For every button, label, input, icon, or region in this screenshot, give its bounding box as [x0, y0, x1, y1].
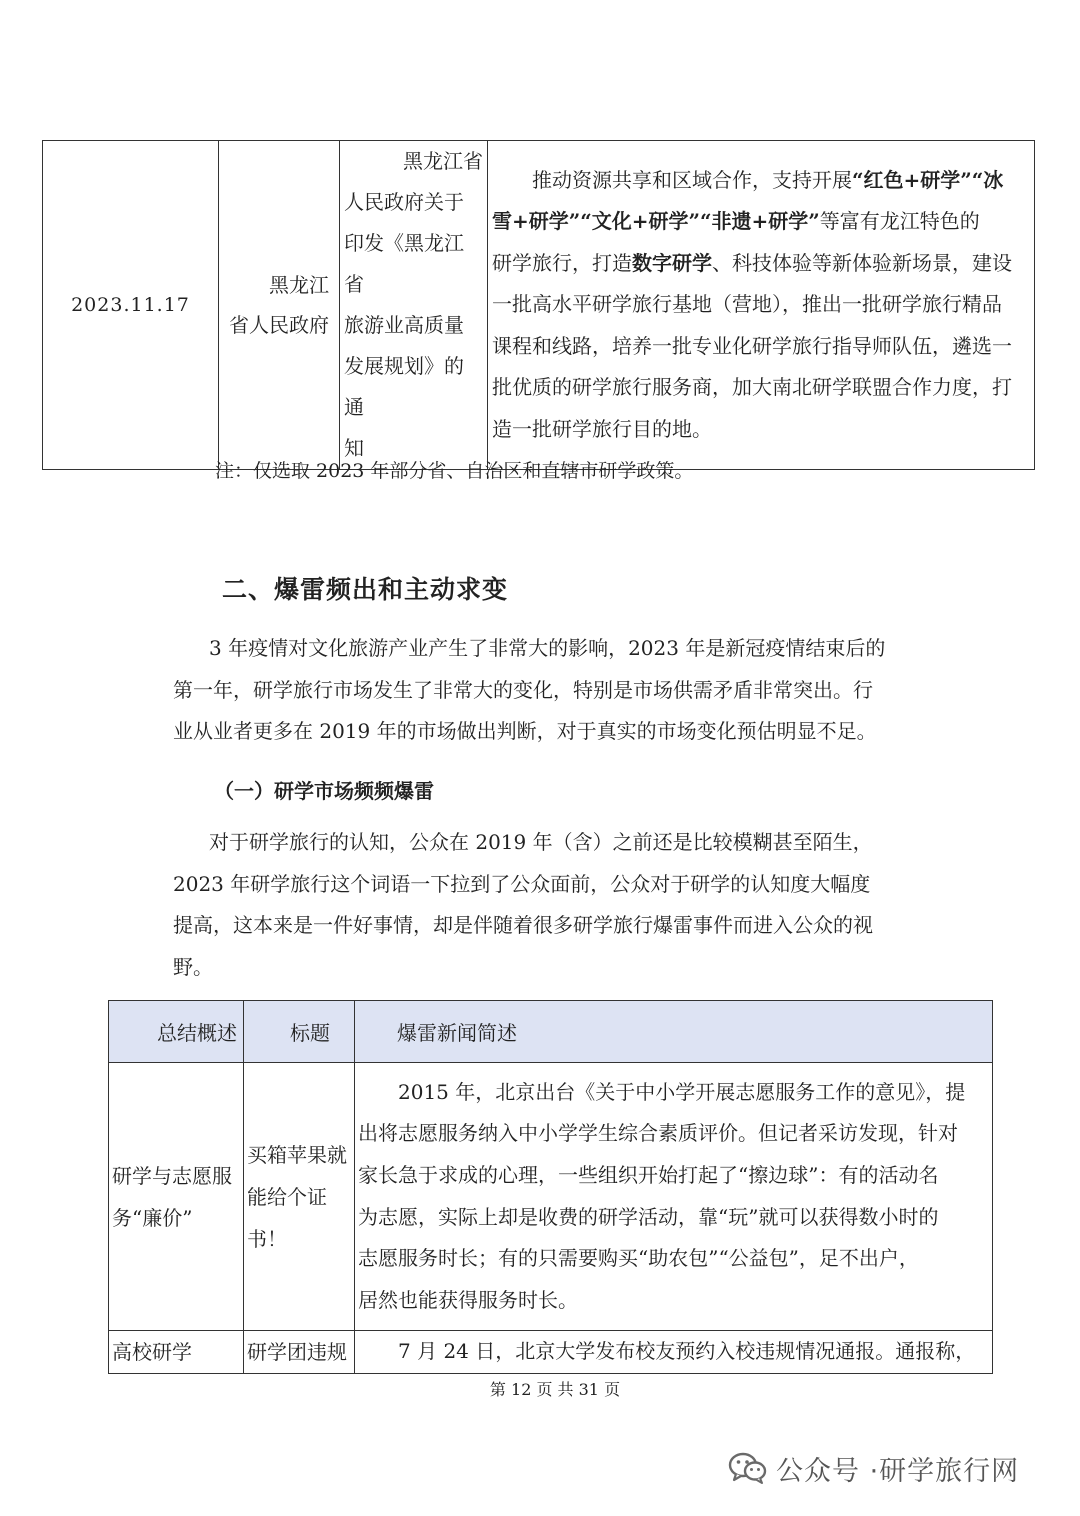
para-line: 野。 — [173, 954, 213, 979]
content-text: 等富有龙江特色的 — [819, 209, 980, 234]
table-note: 注：仅选取 2023 年部分省、自治区和直辖市研学政策。 — [215, 460, 694, 482]
content-line — [492, 160, 1030, 202]
watermark-prefix: 公众号 · — [776, 1455, 880, 1487]
row-summary — [109, 1331, 244, 1374]
subheading: （一）研学市场频频爆雷 — [214, 779, 434, 803]
doc-line: 知 — [344, 436, 364, 460]
news-table — [108, 1000, 993, 1374]
policy-date: 2023.11.17 — [43, 141, 219, 470]
summary-line: 务“廉价” — [112, 1205, 193, 1230]
policy-table — [42, 140, 1035, 470]
row-summary — [109, 1063, 244, 1331]
summary-line: 研学与志愿服 — [112, 1163, 232, 1188]
para-line: 提高，这本来是一件好事情，却是伴随着很多研学旅行爆雷事件而进入公众的视 — [173, 913, 873, 937]
desc-line: 志愿服务时长；有的只需要购买“助农包”“公益包”，足不出户， — [358, 1246, 919, 1271]
policy-row — [43, 141, 1035, 470]
para-line: 对于研学旅行的认知，公众在 2019 年（含）之前还是比较模糊甚至陌生， — [209, 830, 873, 854]
title-line: 买箱苹果就 — [247, 1142, 347, 1167]
content-bold: “红色+研学”“冰 — [852, 167, 1004, 192]
title-line: 研学团违规 — [247, 1340, 347, 1364]
desc-line: 7 月 24 日，北京大学发布校友预约入校违规情况通报。通报称， — [358, 1339, 976, 1364]
content-line — [492, 201, 1030, 243]
section-heading: 二、爆雷频出和主动求变 — [222, 575, 509, 604]
doc-line: 印发《黑龙江省 — [344, 231, 464, 296]
desc-line: 出将志愿服务纳入中小学学生综合素质评价。但记者采访发现，针对 — [358, 1121, 958, 1146]
header-title: 标题 — [244, 1001, 355, 1063]
content-line: 课程和线路，培养一批专业化研学旅行指导师队伍，遴选一 — [492, 333, 1012, 358]
content-text: 、科技体验等新体验新场景，建设 — [712, 250, 1012, 275]
row-title — [244, 1063, 355, 1331]
content-line: 一批高水平研学旅行基地（营地），推出一批研学旅行精品 — [492, 292, 1002, 317]
policy-organization — [219, 141, 340, 470]
watermark-account-name: 研学旅行网 — [879, 1455, 1020, 1487]
title-line: 书！ — [247, 1226, 287, 1251]
wechat-icon — [728, 1451, 768, 1485]
doc-line: 旅游业高质量 — [344, 313, 464, 337]
doc-line: 黑龙江省 — [403, 149, 483, 173]
doc-line: 人民政府关于 — [344, 190, 464, 214]
content-text: 研学旅行，打造 — [492, 250, 632, 275]
desc-line: 居然也能获得服务时长。 — [358, 1287, 578, 1312]
content-text: 推动资源共享和区域合作，支持开展 — [492, 167, 852, 192]
paragraph-1 — [173, 628, 913, 753]
content-line: 批优质的研学旅行服务商，加大南北研学联盟合作力度，打 — [492, 375, 1012, 400]
para-line: 3 年疫情对文化旅游产业产生了非常大的影响，2023 年是新冠疫情结束后的 — [209, 636, 886, 660]
news-row — [109, 1331, 993, 1374]
title-line: 能给个证 — [247, 1184, 327, 1209]
row-description — [355, 1331, 993, 1374]
paragraph-2 — [173, 822, 913, 988]
header-summary: 总结概述 — [109, 1001, 244, 1063]
org-line: 黑龙江 — [269, 273, 329, 297]
page-footer: 第 12 页 共 31 页 — [489, 1380, 621, 1399]
news-table-header — [109, 1001, 993, 1063]
summary-line: 高校研学 — [112, 1340, 192, 1364]
header-description: 爆雷新闻简述 — [355, 1001, 993, 1063]
watermark — [728, 1448, 1019, 1488]
content-bold: 数字研学 — [632, 250, 712, 275]
org-line: 省人民政府 — [229, 313, 329, 337]
policy-document-title — [340, 141, 488, 470]
row-description — [355, 1063, 993, 1331]
desc-line: 2015 年，北京出台《关于中小学开展志愿服务工作的意见》，提 — [358, 1079, 966, 1104]
para-line: 业从业者更多在 2019 年的市场做出判断，对于真实的市场变化预估明显不足。 — [173, 719, 877, 743]
desc-line: 家长急于求成的心理，一些组织开始打起了“擦边球”：有的活动名 — [358, 1162, 939, 1187]
para-line: 第一年，研学旅行市场发生了非常大的变化，特别是市场供需矛盾非常突出。行 — [173, 677, 873, 702]
desc-line: 为志愿，实际上却是收费的研学活动，靠“玩”就可以获得数小时的 — [358, 1204, 939, 1229]
doc-line: 发展规划》的通 — [344, 354, 464, 419]
news-row — [109, 1063, 993, 1331]
policy-content — [488, 141, 1035, 470]
content-bold: 雪+研学”“文化+研学”“非遗+研学” — [492, 209, 820, 234]
row-title — [244, 1331, 355, 1374]
content-line — [492, 243, 1030, 285]
para-line: 2023 年研学旅行这个词语一下拉到了公众面前，公众对于研学的认知度大幅度 — [173, 871, 871, 896]
content-line: 造一批研学旅行目的地。 — [492, 416, 712, 441]
